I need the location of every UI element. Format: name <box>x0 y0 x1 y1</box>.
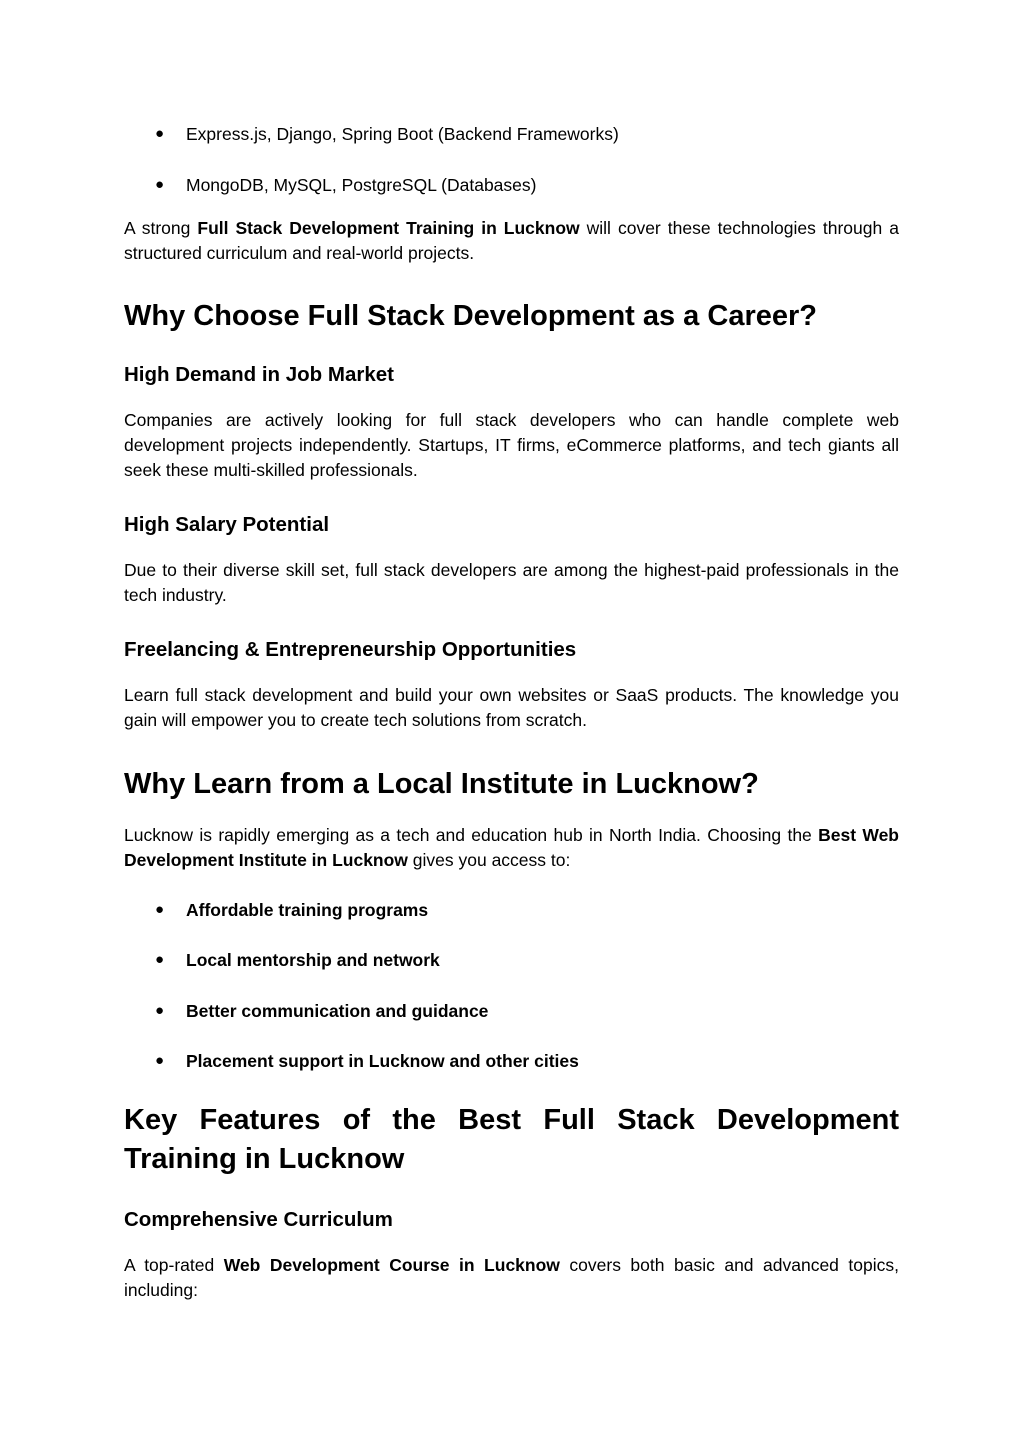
paragraph-text: Lucknow is rapidly emerging as a tech and education hub in North India. Choosing the <box>124 825 819 845</box>
section-heading <box>124 1101 899 1179</box>
paragraph-text: Learn full stack development and build your own websites or SaaS products. The knowledge you gain will empower you to create tech solutions from scratch. <box>124 685 899 730</box>
paragraph <box>124 683 899 733</box>
subsection-heading <box>124 512 329 538</box>
paragraph-text: gives you access to: <box>407 850 571 870</box>
section-title: Why Choose Full Stack Development as a Career? <box>124 300 817 332</box>
subsection-title: Freelancing & Entrepreneurship Opportunities <box>124 638 577 661</box>
list-item-text: Better communication and guidance <box>186 1001 489 1021</box>
section-heading <box>124 765 899 804</box>
bullet-icon: ● <box>155 125 165 142</box>
section-title: Key Features of the Best Full Stack Development Training in Lucknow <box>124 1104 899 1175</box>
bullet-icon: ● <box>155 951 165 968</box>
list-item-text: Local mentorship and network <box>186 950 440 970</box>
paragraph-text: A strong <box>124 218 198 238</box>
list-item-text: Affordable training programs <box>186 900 429 920</box>
section-title: Why Learn from a Local Institute in Lucknow? <box>124 768 759 800</box>
bullet-icon: ● <box>155 1002 165 1019</box>
subsection-title: High Salary Potential <box>124 513 330 536</box>
subsection-title: Comprehensive Curriculum <box>124 1208 393 1231</box>
bullet-icon: ● <box>155 176 165 193</box>
paragraph-text: will cover these technologies through a structured curriculum and real-world projects. <box>124 218 899 263</box>
paragraph-text: covers both basic and advanced topics, including: <box>124 1255 899 1300</box>
paragraph <box>124 408 899 483</box>
section-heading <box>124 297 899 336</box>
subsection-heading <box>124 1207 393 1233</box>
intro-paragraph <box>124 216 899 266</box>
keyword-highlight: Web Development Course in Lucknow <box>223 1255 560 1275</box>
paragraph-text: Due to their diverse skill set, full stack developers are among the highest-paid professionals in the tech industry. <box>124 560 899 605</box>
subsection-heading <box>124 637 576 663</box>
list-item-text: Placement support in Lucknow and other cities <box>186 1051 579 1071</box>
bullet-icon: ● <box>155 1052 165 1069</box>
paragraph <box>124 823 899 873</box>
paragraph <box>124 1253 899 1303</box>
bullet-icon: ● <box>155 901 165 918</box>
keyword-highlight: Best Web Development Institute in Lucknow <box>124 825 899 870</box>
subsection-heading <box>124 362 394 388</box>
list-item-text: MongoDB, MySQL, PostgreSQL (Databases) <box>186 175 537 195</box>
subsection-title: High Demand in Job Market <box>124 363 394 386</box>
list-item-text: Express.js, Django, Spring Boot (Backend Frameworks) <box>186 124 619 144</box>
keyword-highlight: Full Stack Development Training in Lucknow <box>197 218 580 238</box>
paragraph-text: Companies are actively looking for full stack developers who can handle complete web development projects independently. Startups, IT firms, eCommerce platforms, and tech giants all seek these multi-skilled professionals. <box>124 410 899 480</box>
paragraph <box>124 558 899 608</box>
paragraph-text: A top-rated <box>124 1255 224 1275</box>
